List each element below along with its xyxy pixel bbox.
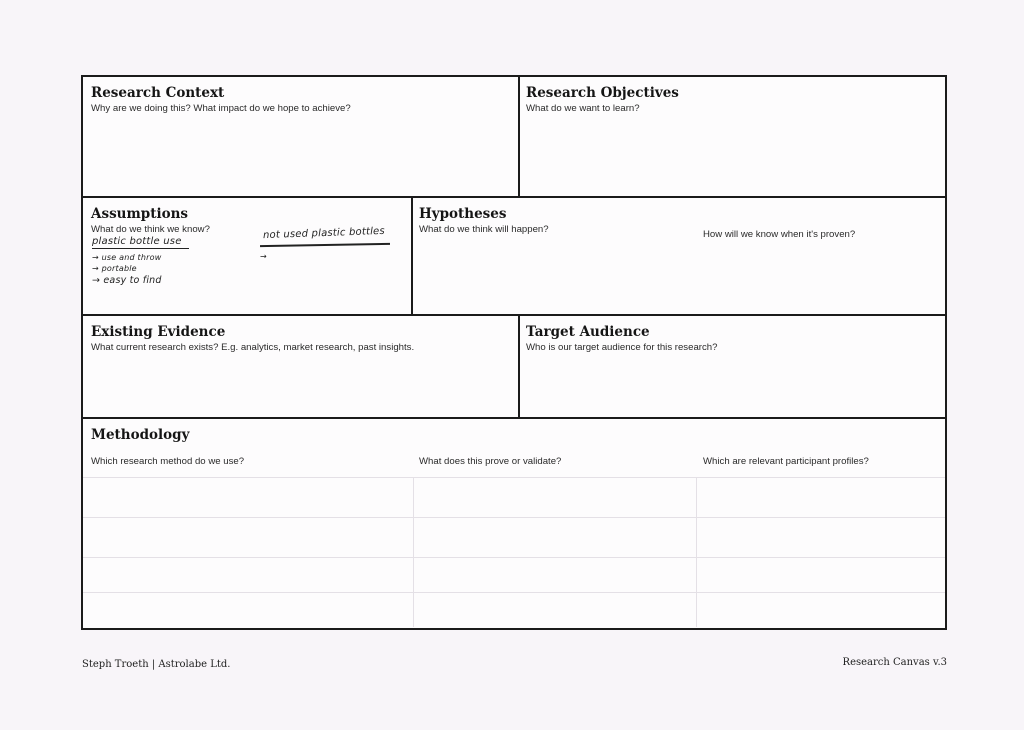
- methodology-question-validate: What does this prove or validate?: [419, 456, 562, 467]
- footer-author: Steph Troeth | Astrolabe Ltd.: [82, 659, 231, 670]
- research-objectives-title: Research Objectives: [526, 85, 679, 101]
- hypotheses-question-happen: What do we think will happen?: [419, 224, 549, 235]
- handwritten-note-header: not used plastic bottles: [262, 225, 386, 242]
- target-audience-section: [520, 316, 945, 417]
- handwritten-underline: [260, 243, 390, 247]
- handwritten-note: → use and throw: [92, 253, 162, 262]
- research-objectives-question: What do we want to learn?: [526, 103, 640, 114]
- assumptions-title: Assumptions: [91, 206, 188, 222]
- research-context-question: Why are we doing this? What impact do we hope to achieve?: [91, 103, 351, 114]
- handwritten-note: → portable: [92, 264, 137, 273]
- hypotheses-question-proven: How will we know when it's proven?: [703, 229, 856, 240]
- research-context-title: Research Context: [91, 85, 225, 101]
- hypotheses-title: Hypotheses: [419, 206, 507, 222]
- target-audience-question: Who is our target audience for this research?: [526, 342, 718, 353]
- methodology-section: [83, 419, 945, 628]
- methodology-question-profiles: Which are relevant participant profiles?: [703, 456, 869, 467]
- methodology-title: Methodology: [91, 427, 190, 443]
- handwritten-note: → easy to find: [92, 275, 162, 286]
- existing-evidence-title: Existing Evidence: [91, 324, 226, 340]
- existing-evidence-question: What current research exists? E.g. analytics, market research, past insights.: [91, 342, 415, 353]
- handwritten-note: →: [260, 252, 267, 261]
- hypotheses-section: [413, 198, 945, 314]
- research-canvas: [81, 75, 947, 630]
- assumptions-question: What do we think we know?: [91, 224, 210, 235]
- handwritten-note-header: plastic bottle use: [92, 236, 189, 249]
- assumptions-section: [83, 198, 411, 314]
- research-objectives-section: [520, 77, 945, 196]
- target-audience-title: Target Audience: [526, 324, 650, 340]
- footer-version: Research Canvas v.3: [842, 657, 947, 668]
- research-context-section: [83, 77, 518, 196]
- existing-evidence-section: [83, 316, 518, 417]
- methodology-question-method: Which research method do we use?: [91, 456, 245, 467]
